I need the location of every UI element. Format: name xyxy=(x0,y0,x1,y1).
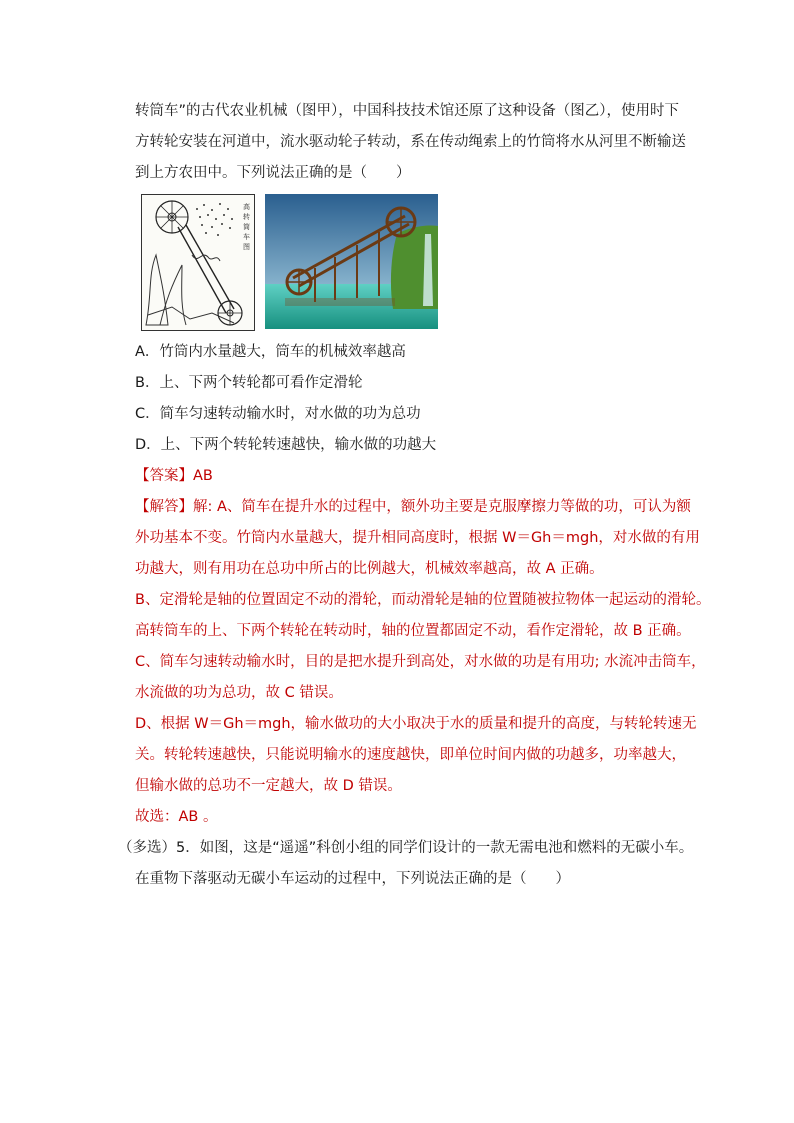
next-question-line-2: 在重物下落驱动无碳小车运动的过程中，下列说法正确的是（ ） xyxy=(135,871,570,887)
analysis-first-line xyxy=(135,497,691,517)
question-text-line-2: 方转轮安装在河道中，流水驱动轮子转动，系在传动绳索上的竹筒将水从河里不断输送 xyxy=(135,134,686,150)
question-text-line-1: 转筒车”的古代农业机械（图甲），中国科技技术馆还原了这种设备（图乙），使用时下 xyxy=(135,103,680,119)
answer-tag: 【答案】 xyxy=(135,468,193,484)
question-text-line-3: 到上方农田中。下列说法正确的是（ ） xyxy=(135,165,411,181)
answer-line xyxy=(135,466,213,486)
next-question-line-1: （多选）5．如图，这是“遥遥”科创小组的同学们设计的一款无需电池和燃料的无碳小车。 xyxy=(118,840,694,856)
analysis-text-line-1: 解: A、简车在提升水的过程中，额外功主要是克服摩擦力等做的功，可认为额 xyxy=(193,499,691,515)
analysis-text-line-3: 功越大，则有用功在总功中所占的比例越大，机械效率越高，故 A 正确。 xyxy=(135,561,604,577)
analysis-text-line-8: D、根据 W＝Gh＝mgh，输水做功的大小取决于水的质量和提升的高度，与转轮转速无 xyxy=(135,716,697,732)
answer-value: AB xyxy=(193,468,213,484)
figure-modern-waterwheel-render xyxy=(265,194,438,329)
analysis-text-line-7: 水流做的功为总功，故 C 错误。 xyxy=(135,685,343,701)
option-d: D．上、下两个转轮转速越快，输水做的功越大 xyxy=(135,437,437,453)
waterwheel-sketch-illustration xyxy=(142,195,254,330)
drawing-title-glyph-1: 高 xyxy=(243,203,250,211)
drawing-title-glyph-2: 转 xyxy=(243,213,250,221)
analysis-text-line-6: C、简车匀速转动输水时，目的是把水提升到高处，对水做的功是有用功; 水流冲击筒车， xyxy=(135,654,706,670)
analysis-text-line-10: 但输水做的总功不一定越大，故 D 错误。 xyxy=(135,778,402,794)
option-a: A．竹筒内水量越大，筒车的机械效率越高 xyxy=(135,344,406,360)
figure-ancient-waterwheel-drawing xyxy=(141,194,255,331)
drawing-title-glyph-3: 筒 xyxy=(243,223,250,231)
analysis-text-line-5: 高转筒车的上、下两个转轮在转动时，轴的位置都固定不动，看作定滑轮，故 B 正确。 xyxy=(135,623,691,639)
analysis-text-line-2: 外功基本不变。竹筒内水量越大，提升相同高度时，根据 W＝Gh＝mgh，对水做的有用 xyxy=(135,530,700,546)
option-c: C．简车匀速转动输水时，对水做的功为总功 xyxy=(135,406,421,422)
drawing-title-glyph-5: 图 xyxy=(243,243,250,251)
analysis-conclusion: 故选：AB 。 xyxy=(135,809,218,825)
option-b: B．上、下两个转轮都可看作定滑轮 xyxy=(135,375,363,391)
analysis-text-line-9: 关。转轮转速越快，只能说明输水的速度越快，即单位时间内做的功越多，功率越大， xyxy=(135,747,686,763)
analysis-tag: 【解答】 xyxy=(135,499,193,515)
drawing-title-glyph-4: 车 xyxy=(243,233,250,241)
analysis-text-line-4: B、定滑轮是轴的位置固定不动的滑轮，而动滑轮是轴的位置随被拉物体一起运动的滑轮。 xyxy=(135,592,711,608)
waterwheel-render-illustration xyxy=(265,194,438,329)
